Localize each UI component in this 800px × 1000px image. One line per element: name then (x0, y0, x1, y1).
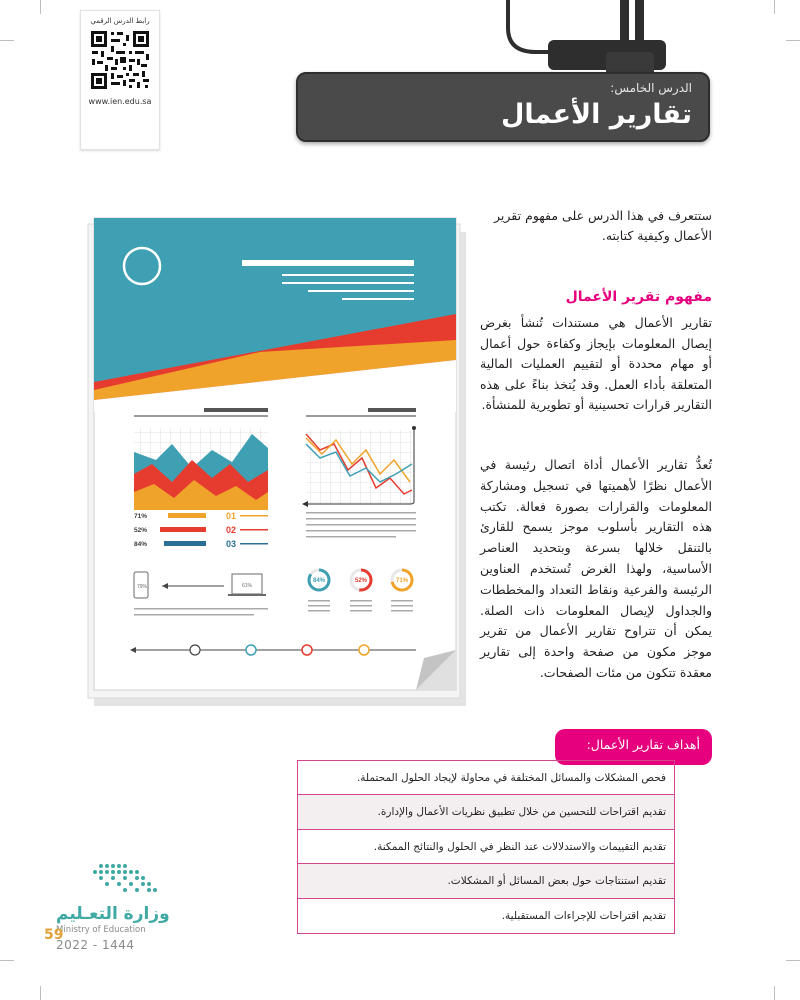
qr-card[interactable] (80, 10, 160, 150)
bar-row-2-pct: 52% (134, 527, 148, 534)
bar-row-1-pct: 71% (134, 513, 148, 520)
sign-hanger (500, 0, 670, 82)
edition-year: 2022 - 1444 (56, 938, 135, 952)
lesson-title-banner (296, 72, 710, 142)
bar-row-3-pct: 84% (134, 541, 148, 548)
crop-mark (40, 986, 41, 1000)
laptop-value: 61% (242, 583, 253, 589)
crop-mark (0, 960, 14, 961)
goal-item: تقديم استنتاجات حول بعض المسائل أو المشكلات. (298, 864, 674, 898)
ministry-name-en: Ministry of Education (56, 925, 146, 935)
section-heading: مفهوم تقرير الأعمال (565, 289, 712, 305)
qr-code-icon[interactable] (89, 29, 151, 91)
bar-row-3-num: 03 (226, 539, 237, 549)
donut-2-label: 52% (354, 578, 368, 584)
crop-mark (786, 40, 800, 41)
bar-row-1-num: 01 (226, 511, 237, 521)
lesson-label: الدرس الخامس: (610, 81, 692, 95)
crop-mark (40, 0, 41, 14)
donut-1-label: 84% (312, 578, 326, 584)
phone-value: 79% (137, 584, 148, 590)
importance-paragraph: تُعدُّ تقارير الأعمال أداة اتصال رئيسة في الأعمال نظرًا لأهميتها في تسجيل ومشاركة المعلومات والقرارات بصورة فعالة. تكتب هذه التقارير بأسلوب موجز يسمح للقارئ بالتنقل خلالها بسرعة وبتحديد العناصر الأساسية، ولهذا الغرض تُستخدم العناوين الرئيسة والفرعية ونقاط التعداد والمخططات والجداول لإيصال المعلومات ذات الصلة. يمكن أن تتراوح تقارير الأعمال من تقرير موجز مكون من صفحة واحدة إلى تقارير معقدة تتكون من مئات الصفحات. (480, 457, 712, 680)
page-number: 59 (44, 927, 64, 943)
crop-mark (0, 40, 14, 41)
goal-item: تقديم اقتراحات للإجراءات المستقبلية. (501, 909, 666, 922)
crop-mark (786, 960, 800, 961)
crop-mark (774, 986, 775, 1000)
goal-item: فحص المشكلات والمسائل المختلفة في محاولة لإيجاد الحلول المحتملة. (298, 761, 674, 795)
goals-list (297, 760, 675, 934)
goal-item: تقديم التقييمات والاستدلالات عند النظر في الحلول والنتائج الممكنة. (298, 830, 674, 864)
crop-mark (774, 0, 775, 14)
report-illustration (80, 212, 472, 710)
qr-url[interactable]: www.ien.edu.sa (88, 97, 152, 106)
definition-paragraph: تقارير الأعمال هي مستندات تُنشأ بغرض إيصال المعلومات بإيجاز وكفاءة حول أعمال أو مهام محددة أو لتقييم العمليات المالية المتعلقة بأداء العمل. وقد يُتخذ بناءً على هذه التقارير قرارات تحسينية أو تطويرية للمنشأة. (480, 315, 712, 413)
goal-item: تقديم اقتراحات للتحسين من خلال تطبيق نظريات الأعمال والإدارة. (298, 795, 674, 829)
page-title: تقارير الأعمال (500, 99, 692, 130)
donut-3-label: 71% (395, 578, 409, 584)
bar-row-2-num: 02 (226, 525, 237, 535)
intro-text: ستتعرف في هذا الدرس على مفهوم تقرير الأعمال وكيفية كتابته. (494, 208, 712, 243)
ministry-name-ar: وزارة التعـليم (56, 904, 170, 924)
goals-title: أهداف تقارير الأعمال: (586, 737, 700, 752)
qr-label: رابط الدرس الرقمي (90, 17, 150, 25)
ministry-logo-icon (55, 860, 165, 900)
